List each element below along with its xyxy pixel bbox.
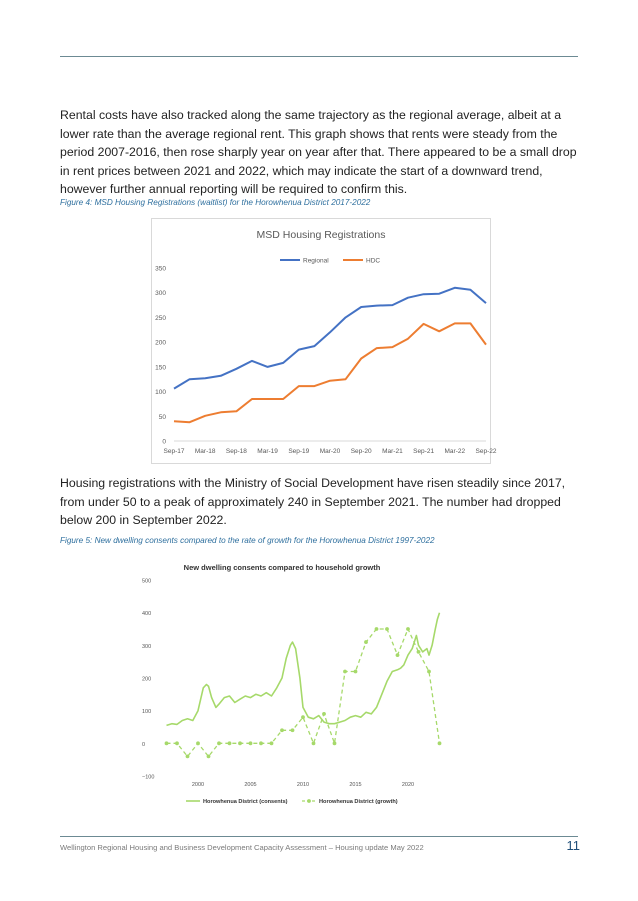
x-tick-label: Mar-18 (194, 448, 216, 455)
msd-registrations-svg (152, 219, 497, 463)
footer-text: Wellington Regional Housing and Business Development Capacity Assessment – Housing update May 2022 (60, 843, 424, 852)
legend-label-hdc: HDC (366, 257, 381, 265)
y-tick-label: 300 (155, 290, 166, 298)
y-tick-label: 350 (155, 265, 166, 273)
growth-point (186, 755, 190, 759)
footer-rule (60, 836, 578, 837)
growth-point (312, 741, 316, 745)
chart-title: New dwelling consents compared to household growth (183, 563, 381, 572)
paragraph-rental-costs: Rental costs have also tracked along the same trajectory as the regional average, albeit at a lower rate than the average regional rent. This graph shows that rents were steady from the period 2007-2016, then rose sharply year on year after that. There appeared to be a small drop in rent prices between 2021 and 2022, which may indicate the start of a downward trend, however further annual reporting will be required to confirm this. (60, 108, 577, 196)
x-tick-label: 2005 (244, 782, 257, 788)
growth-point (291, 728, 295, 732)
growth-point (375, 627, 379, 631)
growth-point (354, 670, 358, 674)
y-tick-label: 100 (142, 709, 152, 716)
growth-point (333, 741, 337, 745)
x-tick-label: 2000 (191, 782, 205, 788)
growth-point (301, 715, 305, 719)
y-tick-label: 500 (142, 578, 152, 585)
x-tick-label: Sep-18 (225, 448, 247, 455)
growth-point (385, 627, 389, 631)
growth-point (165, 741, 169, 745)
x-tick-label: 2010 (296, 782, 310, 788)
growth-point (417, 650, 421, 654)
figure-4-caption: Figure 4: MSD Housing Registrations (waitlist) for the Horowhenua District 2017-2022 (60, 198, 371, 207)
y-tick-label: 250 (155, 314, 166, 322)
x-tick-label: Mar-22 (444, 448, 466, 455)
growth-point (238, 741, 242, 745)
paragraph-housing-registrations: Housing registrations with the Ministry of Social Development have risen steadily since 2017, from under 50 to a peak of approximately 240 in September 2021. The number had dropped below 200 in September 2022. (60, 476, 566, 527)
series-line-regional (174, 288, 486, 389)
y-tick-label: 400 (142, 611, 152, 618)
figure-5-caption: Figure 5: New dwelling consents compared to the rate of growth for the Horowhenua District 1997-2022 (60, 536, 435, 545)
legend-label-growth: Horowhenua District (growth) (319, 799, 398, 805)
growth-point (228, 741, 232, 745)
growth-point (259, 741, 263, 745)
x-tick-label: Mar-20 (319, 448, 341, 455)
growth-point (322, 712, 326, 716)
y-tick-label: 0 (142, 741, 146, 748)
legend-label-consents: Horowhenua District (consents) (203, 799, 288, 805)
x-tick-label: 2020 (401, 782, 415, 788)
x-tick-label: Sep-22 (475, 448, 497, 455)
dwelling-consents-chart (130, 558, 460, 812)
series-line-hdc (174, 323, 486, 422)
y-tick-label: 300 (142, 643, 152, 650)
msd-registrations-chart (151, 218, 497, 464)
x-tick-label: Sep-21 (413, 448, 435, 455)
y-tick-label: 100 (155, 389, 166, 397)
y-tick-label: 150 (155, 364, 166, 372)
x-tick-label: Mar-21 (382, 448, 403, 455)
y-tick-label: 200 (155, 339, 166, 347)
dwelling-consents-svg (130, 558, 460, 812)
y-tick-label: 200 (142, 676, 152, 683)
x-tick-label: Sep-20 (350, 448, 372, 455)
x-tick-label: Mar-19 (257, 448, 278, 455)
growth-point (207, 755, 211, 759)
x-tick-label: Sep-19 (288, 448, 310, 455)
growth-point (396, 653, 400, 657)
growth-point (270, 741, 274, 745)
growth-point (427, 670, 431, 674)
header-rule (60, 56, 578, 57)
growth-point (343, 670, 347, 674)
series-line-consents (167, 613, 440, 726)
series-line-growth (167, 629, 440, 756)
y-tick-label: 0 (162, 438, 166, 446)
growth-point (217, 741, 221, 745)
x-tick-label: Sep-17 (163, 448, 185, 455)
page-number: 11 (566, 838, 580, 853)
growth-point (406, 627, 410, 631)
y-tick-label: 50 (158, 413, 166, 421)
growth-point (249, 741, 253, 745)
y-tick-label: −100 (142, 774, 155, 781)
growth-point (175, 741, 179, 745)
growth-point (438, 741, 442, 745)
legend-label-regional: Regional (303, 257, 329, 265)
growth-point (364, 640, 368, 644)
growth-point (196, 741, 200, 745)
chart-title: MSD Housing Registrations (256, 229, 386, 241)
growth-point (280, 728, 284, 732)
x-tick-label: 2015 (349, 782, 362, 788)
legend-marker-growth (307, 799, 311, 803)
